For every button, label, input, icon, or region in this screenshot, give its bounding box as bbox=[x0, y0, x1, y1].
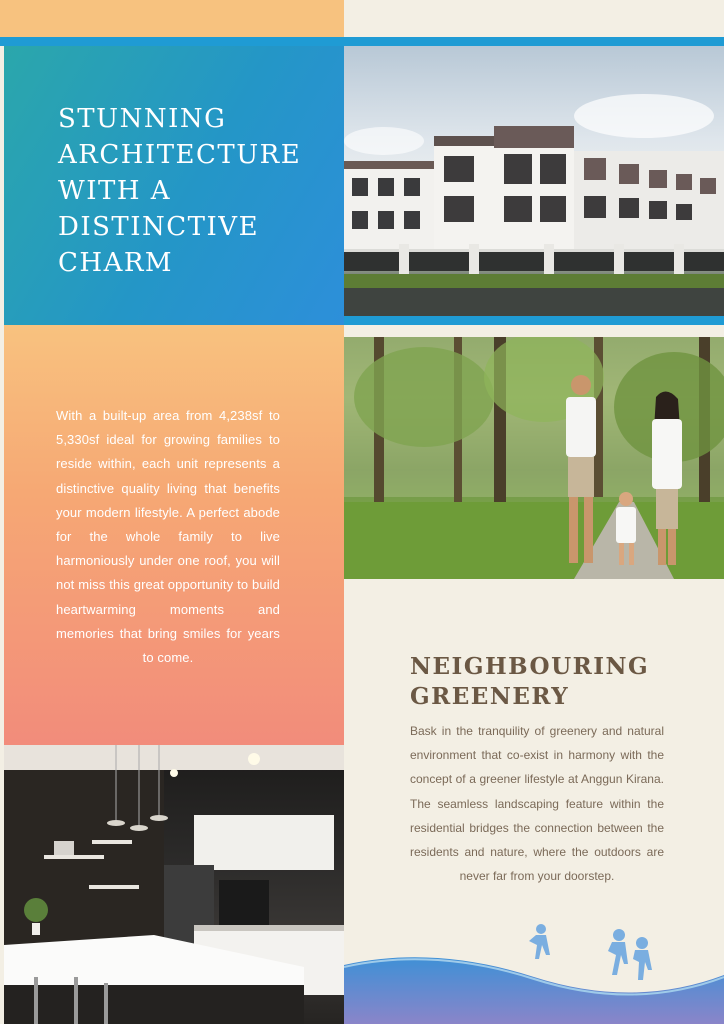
blue-divider-line bbox=[0, 37, 724, 46]
greenery-description: Bask in the tranquility of greenery and natural environment that co-exist in harmony with the concept of a greener lifestyle at Anggun Kirana. The seamless landscaping feature within the residential bridges the connection between the residents and nature, where the outdoors are never far from your doorstep. bbox=[410, 724, 664, 884]
blue-divider-bar bbox=[344, 316, 724, 325]
family-photo bbox=[344, 337, 724, 579]
top-right-background bbox=[344, 0, 724, 40]
wave-decoration bbox=[344, 905, 724, 1024]
kitchen-illustration bbox=[4, 745, 344, 1024]
top-accent-strip bbox=[0, 0, 344, 40]
children-running-silhouette bbox=[608, 929, 652, 980]
children-playing-illustration bbox=[344, 905, 724, 1024]
architecture-description: With a built-up area from 4,238sf to 5,330sf ideal for growing families to reside within, each unit represents a distinctive quality living that benefits your modern lifestyle. A perfect abode for the whole family to live harmoniously under one roof, you will not miss this great opportunity to build heartwarming moments and memories that bring smiles for years to come. bbox=[56, 408, 280, 666]
child-jumping-silhouette bbox=[529, 924, 550, 959]
kitchen-photo bbox=[4, 745, 344, 1024]
house-photo bbox=[344, 46, 724, 316]
house-illustration bbox=[344, 46, 724, 316]
greenery-heading: NEIGHBOURING GREENERY bbox=[410, 653, 650, 710]
architecture-heading: STUNNING ARCHITECTURE WITH A DISTINCTIVE CHARM bbox=[58, 104, 302, 278]
family-illustration bbox=[344, 337, 724, 579]
